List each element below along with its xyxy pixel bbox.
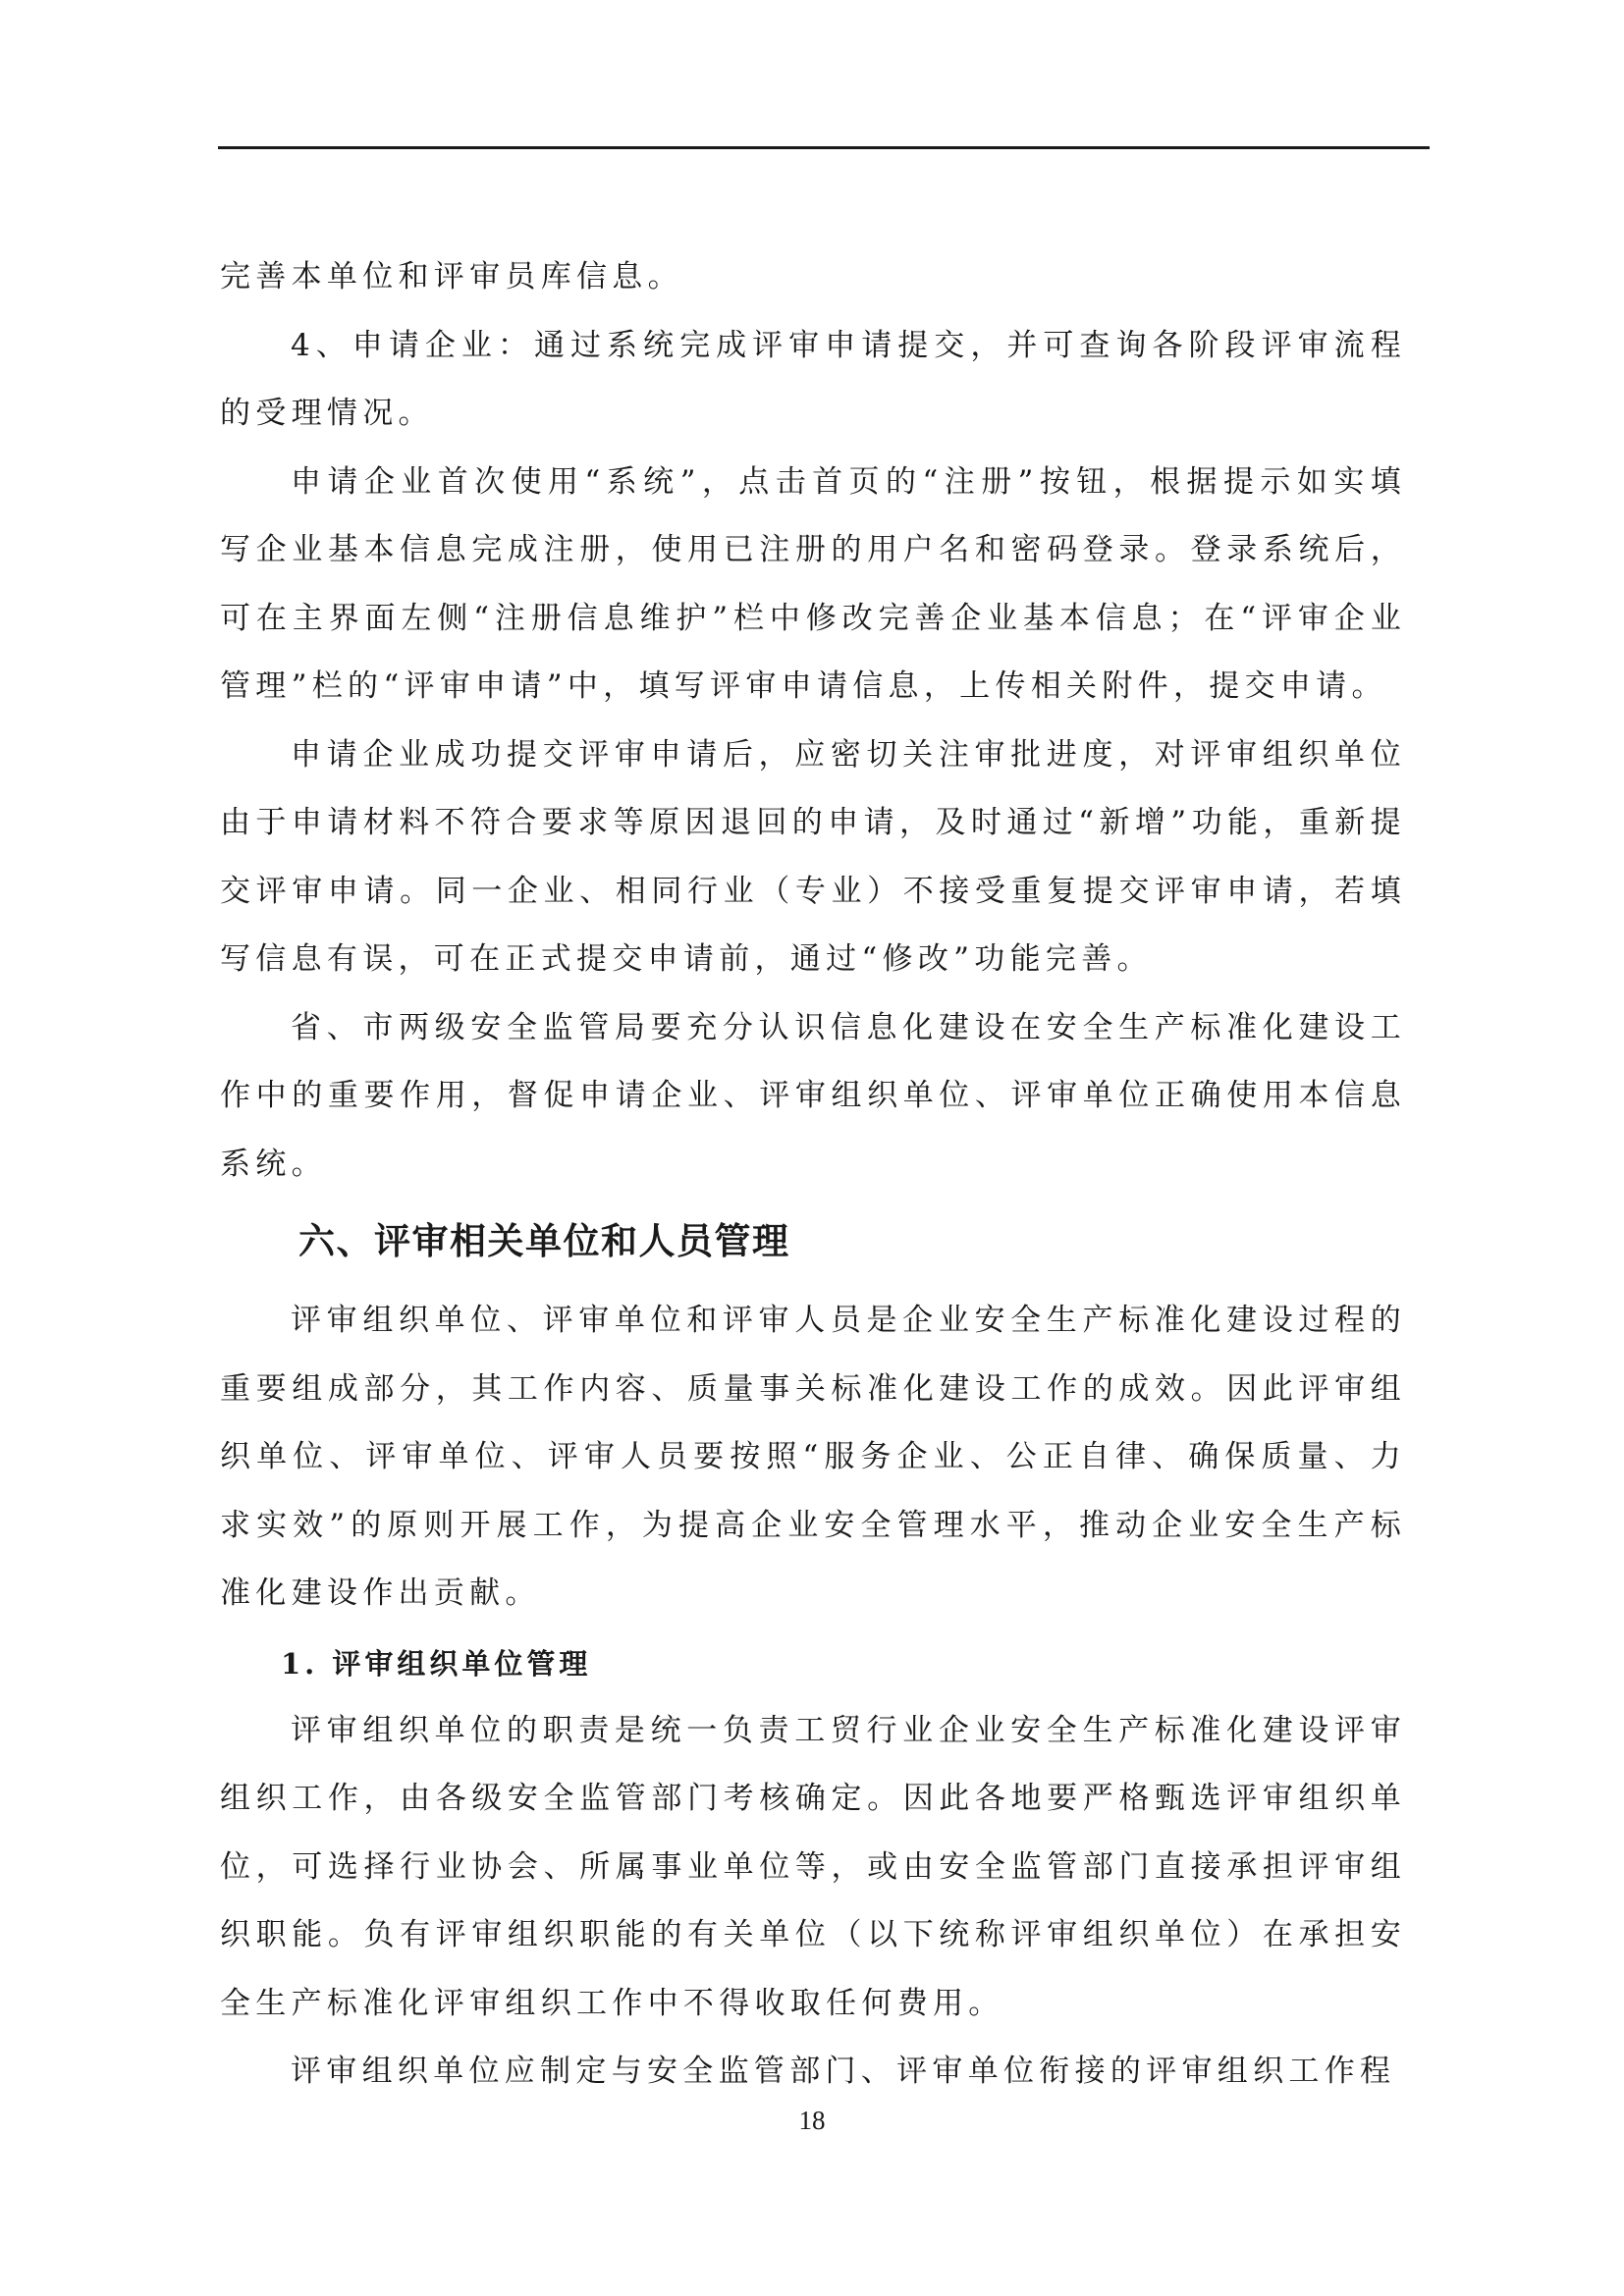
paragraph-organizer-procedure: 评审组织单位应制定与安全监管部门、评审单位衔接的评审组织工作程 (291, 2054, 1396, 2089)
paragraph-section-intro: 评审组织单位、评审单位和评审人员是企业安全生产标准化建设过程的重要组成部分，其工作内容、质量事关标准化建设工作的成效。因此评审组织单位、评审单位、评审人员要按照“服务企业、公正自律、确保质量、力求实效”的原则开展工作，为提高企业安全管理水平，推动企业安全生产标准化建设作出贡献。 (220, 1303, 1406, 1611)
paragraph-organizer-duties: 评审组织单位的职责是统一负责工贸行业企业安全生产标准化建设评审组织工作，由各级安全监管部门考核确定。因此各地要严格甄选评审组织单位，可选择行业协会、所属事业单位等，或由安全监管部门直接承担评审组织职能。负有评审组织职能的有关单位（以下统称评审组织单位）在承担安全生产标准化评审组织工作中不得收取任何费用。 (220, 1712, 1406, 2021)
subsection-heading: 1. 评审组织单位管理 (281, 1646, 592, 1681)
page-body (220, 243, 1406, 2107)
paragraph-applicant-role: 4、申请企业：通过系统完成评审申请提交，并可查询各阶段评审流程的受理情况。 (220, 327, 1406, 431)
paragraph-registration: 申请企业首次使用“系统”，点击首页的“注册”按钮，根据提示如实填写企业基本信息完成注册，使用已注册的用户名和密码登录。登录系统后，可在主界面左侧“注册信息维护”栏中修改完善企业基本信息；在“评审企业管理”栏的“评审申请”中，填写评审申请信息，上传相关附件，提交申请。 (220, 463, 1406, 704)
header-rule (218, 146, 1430, 149)
continuation-paragraph: 完善本单位和评审员库信息。 (220, 259, 683, 294)
section-heading: 六、评审相关单位和人员管理 (298, 1220, 790, 1262)
paragraph-resubmission: 申请企业成功提交评审申请后，应密切关注审批进度，对评审组织单位由于申请材料不符合要求等原因退回的申请，及时通过“新增”功能，重新提交评审申请。同一企业、相同行业（专业）不接受重复提交评审申请，若填写信息有误，可在正式提交申请前，通过“修改”功能完善。 (220, 736, 1406, 977)
paragraph-supervision: 省、市两级安全监管局要充分认识信息化建设在安全生产标准化建设工作中的重要作用，督促申请企业、评审组织单位、评审单位正确使用本信息系统。 (220, 1009, 1406, 1182)
page-number: 18 (798, 2106, 826, 2135)
